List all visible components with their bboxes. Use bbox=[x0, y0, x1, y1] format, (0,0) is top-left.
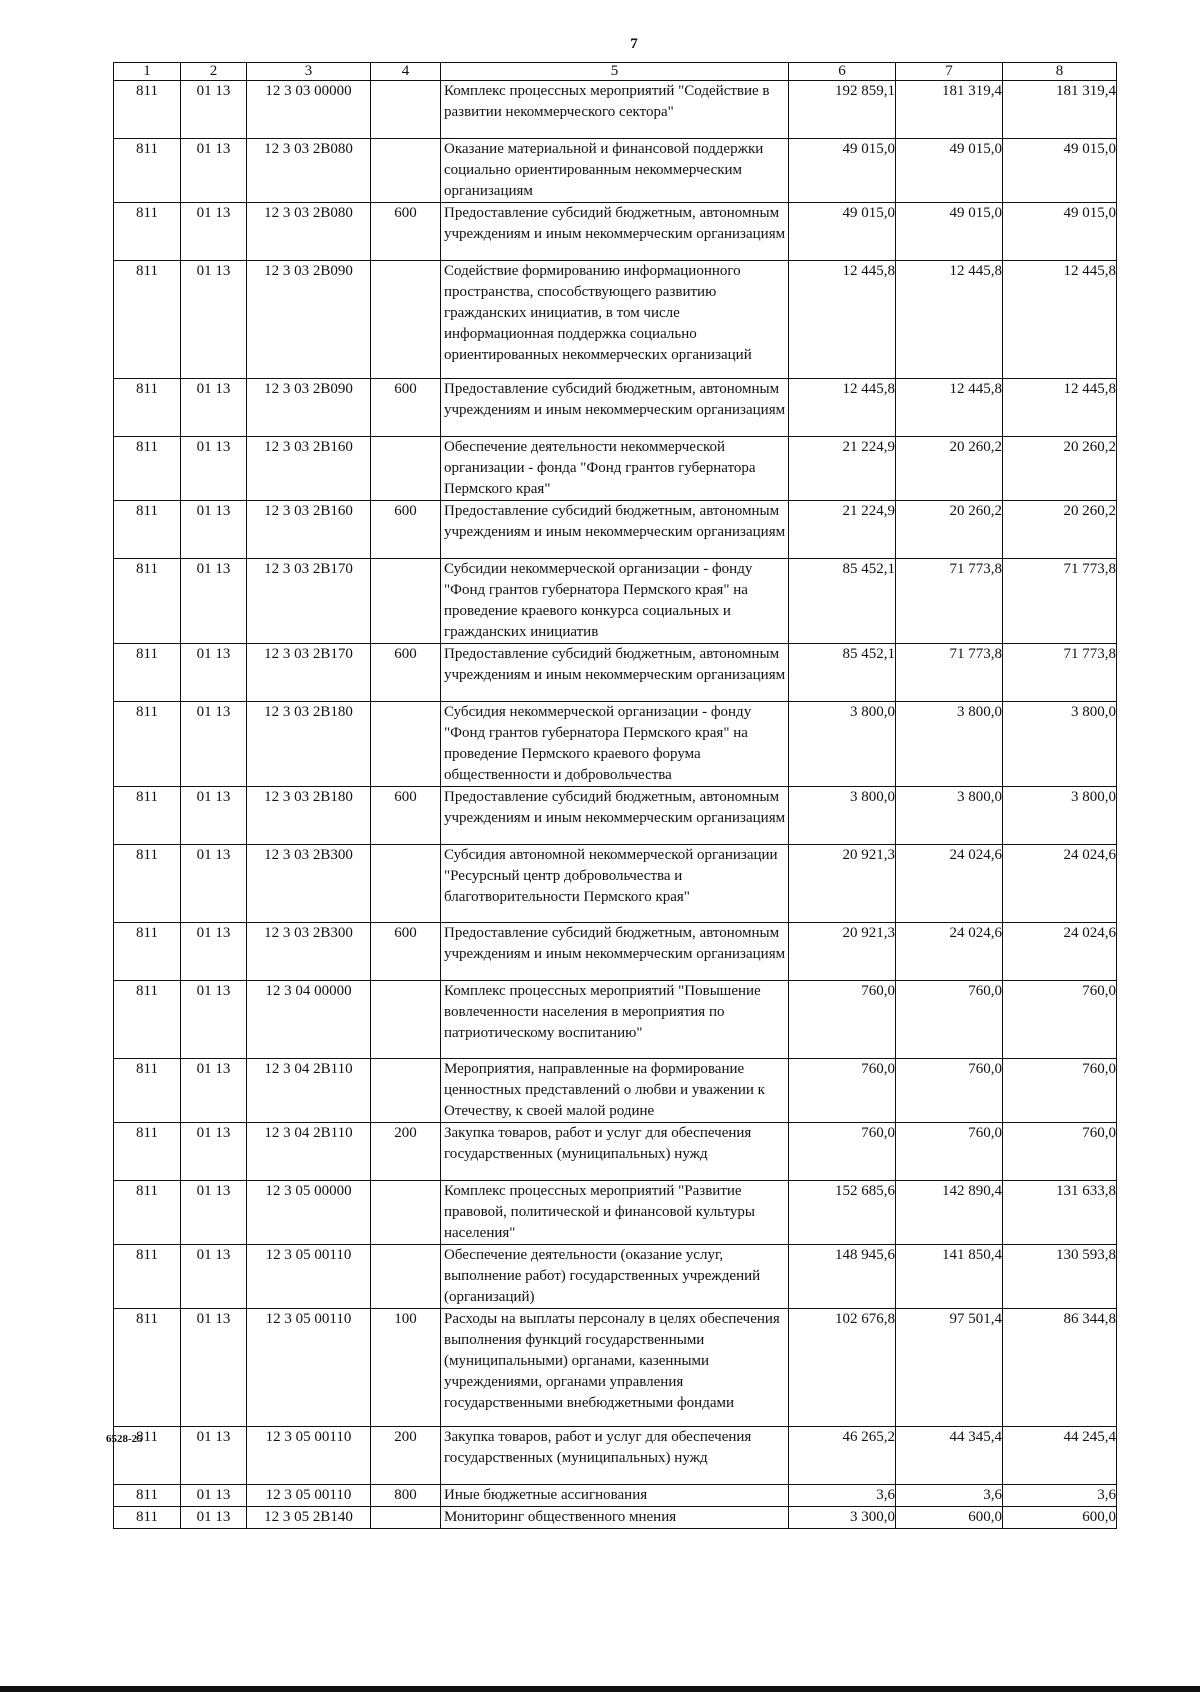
table-row bbox=[114, 501, 1117, 559]
expense-type-code-cell bbox=[371, 1507, 441, 1529]
amount-year-2-cell: 760,0 bbox=[896, 1123, 1003, 1181]
column-header-2: 2 bbox=[181, 63, 247, 81]
target-article-code-cell: 12 3 03 2B160 bbox=[247, 501, 371, 559]
amount-year-2-cell: 600,0 bbox=[896, 1507, 1003, 1529]
expense-type-code-cell bbox=[371, 1245, 441, 1309]
expense-type-code-cell bbox=[371, 1059, 441, 1123]
amount-year-3-cell: 86 344,8 bbox=[1003, 1309, 1117, 1427]
table-row bbox=[114, 845, 1117, 923]
amount-year-2-cell: 3,6 bbox=[896, 1485, 1003, 1507]
description-cell: Мероприятия, направленные на формирование ценностных представлений о любви и уважении к Отечеству, к своей малой родине bbox=[441, 1059, 789, 1123]
description-cell: Обеспечение деятельности некоммерческой организации - фонда "Фонд грантов губернатора Пермского края" bbox=[441, 437, 789, 501]
amount-year-3-cell: 24 024,6 bbox=[1003, 845, 1117, 923]
table-row bbox=[114, 1309, 1117, 1427]
section-code-cell: 01 13 bbox=[181, 437, 247, 501]
amount-year-2-cell: 12 445,8 bbox=[896, 379, 1003, 437]
amount-year-1-cell: 21 224,9 bbox=[789, 437, 896, 501]
section-code-cell: 01 13 bbox=[181, 923, 247, 981]
table-body bbox=[114, 81, 1117, 1529]
kvsr-code-cell: 811 bbox=[114, 845, 181, 923]
section-code-cell: 01 13 bbox=[181, 1059, 247, 1123]
amount-year-1-cell: 3,6 bbox=[789, 1485, 896, 1507]
amount-year-3-cell: 20 260,2 bbox=[1003, 501, 1117, 559]
section-code-cell: 01 13 bbox=[181, 787, 247, 845]
kvsr-code-cell: 811 bbox=[114, 261, 181, 379]
description-cell: Субсидия автономной некоммерческой организации "Ресурсный центр добровольчества и благотворительности Пермского края" bbox=[441, 845, 789, 923]
description-cell: Иные бюджетные ассигнования bbox=[441, 1485, 789, 1507]
expense-type-code-cell: 600 bbox=[371, 644, 441, 702]
table-row bbox=[114, 1123, 1117, 1181]
section-code-cell: 01 13 bbox=[181, 702, 247, 787]
amount-year-2-cell: 24 024,6 bbox=[896, 923, 1003, 981]
description-cell: Содействие формированию информационного пространства, способствующего развитию гражданских инициатив, в том числе информационная поддержка социально ориентированных некоммерческих организаций bbox=[441, 261, 789, 379]
expense-type-code-cell bbox=[371, 1181, 441, 1245]
expense-type-code-cell bbox=[371, 559, 441, 644]
amount-year-3-cell: 760,0 bbox=[1003, 981, 1117, 1059]
scan-edge-bar bbox=[0, 1686, 1200, 1692]
amount-year-3-cell: 71 773,8 bbox=[1003, 644, 1117, 702]
amount-year-3-cell: 12 445,8 bbox=[1003, 261, 1117, 379]
amount-year-1-cell: 3 800,0 bbox=[789, 787, 896, 845]
kvsr-code-cell: 811 bbox=[114, 1123, 181, 1181]
amount-year-3-cell: 3 800,0 bbox=[1003, 787, 1117, 845]
column-header-4: 4 bbox=[371, 63, 441, 81]
column-header-1: 1 bbox=[114, 63, 181, 81]
expense-type-code-cell: 100 bbox=[371, 1309, 441, 1427]
description-cell: Комплекс процессных мероприятий "Развитие правовой, политической и финансовой культуры населения" bbox=[441, 1181, 789, 1245]
target-article-code-cell: 12 3 03 2B300 bbox=[247, 845, 371, 923]
target-article-code-cell: 12 3 03 2B090 bbox=[247, 261, 371, 379]
amount-year-2-cell: 71 773,8 bbox=[896, 644, 1003, 702]
kvsr-code-cell: 811 bbox=[114, 787, 181, 845]
target-article-code-cell: 12 3 04 2B110 bbox=[247, 1059, 371, 1123]
amount-year-2-cell: 20 260,2 bbox=[896, 437, 1003, 501]
table-row bbox=[114, 1427, 1117, 1485]
target-article-code-cell: 12 3 03 2B300 bbox=[247, 923, 371, 981]
target-article-code-cell: 12 3 03 2B170 bbox=[247, 644, 371, 702]
target-article-code-cell: 12 3 04 2B110 bbox=[247, 1123, 371, 1181]
section-code-cell: 01 13 bbox=[181, 81, 247, 139]
expense-type-code-cell: 200 bbox=[371, 1427, 441, 1485]
amount-year-1-cell: 12 445,8 bbox=[789, 261, 896, 379]
target-article-code-cell: 12 3 03 2B170 bbox=[247, 559, 371, 644]
amount-year-1-cell: 3 300,0 bbox=[789, 1507, 896, 1529]
target-article-code-cell: 12 3 04 00000 bbox=[247, 981, 371, 1059]
amount-year-1-cell: 85 452,1 bbox=[789, 559, 896, 644]
amount-year-3-cell: 181 319,4 bbox=[1003, 81, 1117, 139]
kvsr-code-cell: 811 bbox=[114, 1059, 181, 1123]
column-header-5: 5 bbox=[441, 63, 789, 81]
amount-year-1-cell: 760,0 bbox=[789, 1123, 896, 1181]
amount-year-3-cell: 131 633,8 bbox=[1003, 1181, 1117, 1245]
amount-year-1-cell: 49 015,0 bbox=[789, 203, 896, 261]
target-article-code-cell: 12 3 03 2B080 bbox=[247, 203, 371, 261]
description-cell: Предоставление субсидий бюджетным, автономным учреждениям и иным некоммерческим организациям bbox=[441, 379, 789, 437]
table-header bbox=[114, 63, 1117, 81]
table-row bbox=[114, 203, 1117, 261]
expense-type-code-cell bbox=[371, 702, 441, 787]
description-cell: Расходы на выплаты персоналу в целях обеспечения выполнения функций государственными (муниципальными) органами, казенными учреждениями, органами управления государственными внебюджетными фондами bbox=[441, 1309, 789, 1427]
section-code-cell: 01 13 bbox=[181, 379, 247, 437]
description-cell: Комплекс процессных мероприятий "Повышение вовлеченности населения в мероприятия по патриотическому воспитанию" bbox=[441, 981, 789, 1059]
expense-type-code-cell bbox=[371, 845, 441, 923]
amount-year-2-cell: 760,0 bbox=[896, 981, 1003, 1059]
kvsr-code-cell: 811 bbox=[114, 1181, 181, 1245]
amount-year-2-cell: 142 890,4 bbox=[896, 1181, 1003, 1245]
amount-year-1-cell: 148 945,6 bbox=[789, 1245, 896, 1309]
description-cell: Субсидии некоммерческой организации - фонду "Фонд грантов губернатора Пермского края" на проведение краевого конкурса социальных и гражданских инициатив bbox=[441, 559, 789, 644]
target-article-code-cell: 12 3 03 2B180 bbox=[247, 787, 371, 845]
table-row bbox=[114, 81, 1117, 139]
amount-year-2-cell: 97 501,4 bbox=[896, 1309, 1003, 1427]
section-code-cell: 01 13 bbox=[181, 644, 247, 702]
kvsr-code-cell: 811 bbox=[114, 923, 181, 981]
target-article-code-cell: 12 3 05 00000 bbox=[247, 1181, 371, 1245]
table-row bbox=[114, 787, 1117, 845]
column-header-3: 3 bbox=[247, 63, 371, 81]
expense-type-code-cell bbox=[371, 981, 441, 1059]
table-row bbox=[114, 559, 1117, 644]
section-code-cell: 01 13 bbox=[181, 559, 247, 644]
table-row bbox=[114, 379, 1117, 437]
section-code-cell: 01 13 bbox=[181, 261, 247, 379]
target-article-code-cell: 12 3 03 2B180 bbox=[247, 702, 371, 787]
description-cell: Предоставление субсидий бюджетным, автономным учреждениям и иным некоммерческим организациям bbox=[441, 203, 789, 261]
expense-type-code-cell: 200 bbox=[371, 1123, 441, 1181]
amount-year-2-cell: 181 319,4 bbox=[896, 81, 1003, 139]
kvsr-code-cell: 811 bbox=[114, 702, 181, 787]
section-code-cell: 01 13 bbox=[181, 1427, 247, 1485]
section-code-cell: 01 13 bbox=[181, 139, 247, 203]
expense-type-code-cell: 600 bbox=[371, 923, 441, 981]
kvsr-code-cell: 811 bbox=[114, 644, 181, 702]
expense-type-code-cell: 800 bbox=[371, 1485, 441, 1507]
table-row bbox=[114, 1507, 1117, 1529]
kvsr-code-cell: 811 bbox=[114, 379, 181, 437]
expense-type-code-cell bbox=[371, 437, 441, 501]
target-article-code-cell: 12 3 03 00000 bbox=[247, 81, 371, 139]
expense-type-code-cell: 600 bbox=[371, 787, 441, 845]
kvsr-code-cell: 811 bbox=[114, 139, 181, 203]
header-row bbox=[114, 63, 1117, 81]
amount-year-2-cell: 12 445,8 bbox=[896, 261, 1003, 379]
footer-code: 6528-25 bbox=[106, 1433, 143, 1445]
amount-year-3-cell: 49 015,0 bbox=[1003, 203, 1117, 261]
section-code-cell: 01 13 bbox=[181, 1245, 247, 1309]
kvsr-code-cell: 811 bbox=[114, 1245, 181, 1309]
amount-year-2-cell: 20 260,2 bbox=[896, 501, 1003, 559]
target-article-code-cell: 12 3 05 00110 bbox=[247, 1309, 371, 1427]
amount-year-2-cell: 141 850,4 bbox=[896, 1245, 1003, 1309]
description-cell: Предоставление субсидий бюджетным, автономным учреждениям и иным некоммерческим организациям bbox=[441, 501, 789, 559]
table-row bbox=[114, 1245, 1117, 1309]
table-row bbox=[114, 702, 1117, 787]
expense-type-code-cell: 600 bbox=[371, 501, 441, 559]
expense-type-code-cell: 600 bbox=[371, 203, 441, 261]
amount-year-3-cell: 12 445,8 bbox=[1003, 379, 1117, 437]
description-cell: Предоставление субсидий бюджетным, автономным учреждениям и иным некоммерческим организациям bbox=[441, 787, 789, 845]
section-code-cell: 01 13 bbox=[181, 981, 247, 1059]
amount-year-1-cell: 21 224,9 bbox=[789, 501, 896, 559]
table-row bbox=[114, 981, 1117, 1059]
target-article-code-cell: 12 3 03 2B160 bbox=[247, 437, 371, 501]
column-header-6: 6 bbox=[789, 63, 896, 81]
section-code-cell: 01 13 bbox=[181, 1507, 247, 1529]
amount-year-1-cell: 12 445,8 bbox=[789, 379, 896, 437]
expense-type-code-cell bbox=[371, 81, 441, 139]
description-cell: Комплекс процессных мероприятий "Содействие в развитии некоммерческого сектора" bbox=[441, 81, 789, 139]
amount-year-2-cell: 49 015,0 bbox=[896, 139, 1003, 203]
target-article-code-cell: 12 3 05 00110 bbox=[247, 1485, 371, 1507]
expense-type-code-cell: 600 bbox=[371, 379, 441, 437]
amount-year-2-cell: 71 773,8 bbox=[896, 559, 1003, 644]
amount-year-3-cell: 20 260,2 bbox=[1003, 437, 1117, 501]
target-article-code-cell: 12 3 03 2B090 bbox=[247, 379, 371, 437]
amount-year-1-cell: 3 800,0 bbox=[789, 702, 896, 787]
section-code-cell: 01 13 bbox=[181, 1485, 247, 1507]
table-row bbox=[114, 1181, 1117, 1245]
amount-year-3-cell: 49 015,0 bbox=[1003, 139, 1117, 203]
table-row bbox=[114, 1485, 1117, 1507]
section-code-cell: 01 13 bbox=[181, 845, 247, 923]
kvsr-code-cell: 811 bbox=[114, 203, 181, 261]
kvsr-code-cell: 811 bbox=[114, 501, 181, 559]
column-header-8: 8 bbox=[1003, 63, 1117, 81]
description-cell: Закупка товаров, работ и услуг для обеспечения государственных (муниципальных) нужд bbox=[441, 1427, 789, 1485]
description-cell: Закупка товаров, работ и услуг для обеспечения государственных (муниципальных) нужд bbox=[441, 1123, 789, 1181]
kvsr-code-cell: 811 bbox=[114, 559, 181, 644]
section-code-cell: 01 13 bbox=[181, 501, 247, 559]
description-cell: Оказание материальной и финансовой поддержки социально ориентированным некоммерческим организациям bbox=[441, 139, 789, 203]
amount-year-3-cell: 71 773,8 bbox=[1003, 559, 1117, 644]
amount-year-2-cell: 49 015,0 bbox=[896, 203, 1003, 261]
amount-year-3-cell: 130 593,8 bbox=[1003, 1245, 1117, 1309]
amount-year-1-cell: 760,0 bbox=[789, 1059, 896, 1123]
description-cell: Субсидия некоммерческой организации - фонду "Фонд грантов губернатора Пермского края" на проведение Пермского краевого форума общественности и добровольчества bbox=[441, 702, 789, 787]
section-code-cell: 01 13 bbox=[181, 1309, 247, 1427]
kvsr-code-cell: 811 bbox=[114, 1507, 181, 1529]
kvsr-code-cell: 811 bbox=[114, 437, 181, 501]
amount-year-3-cell: 760,0 bbox=[1003, 1123, 1117, 1181]
page-number: 7 bbox=[630, 36, 638, 52]
budget-table bbox=[113, 62, 1117, 1529]
table-row bbox=[114, 644, 1117, 702]
target-article-code-cell: 12 3 03 2B080 bbox=[247, 139, 371, 203]
amount-year-2-cell: 760,0 bbox=[896, 1059, 1003, 1123]
description-cell: Обеспечение деятельности (оказание услуг, выполнение работ) государственных учреждений (организаций) bbox=[441, 1245, 789, 1309]
amount-year-1-cell: 192 859,1 bbox=[789, 81, 896, 139]
amount-year-3-cell: 760,0 bbox=[1003, 1059, 1117, 1123]
amount-year-1-cell: 20 921,3 bbox=[789, 845, 896, 923]
section-code-cell: 01 13 bbox=[181, 1181, 247, 1245]
table-row bbox=[114, 261, 1117, 379]
column-header-7: 7 bbox=[896, 63, 1003, 81]
kvsr-code-cell: 811 bbox=[114, 1309, 181, 1427]
expense-type-code-cell bbox=[371, 261, 441, 379]
amount-year-1-cell: 20 921,3 bbox=[789, 923, 896, 981]
kvsr-code-cell: 811 bbox=[114, 981, 181, 1059]
target-article-code-cell: 12 3 05 00110 bbox=[247, 1245, 371, 1309]
table-row bbox=[114, 1059, 1117, 1123]
section-code-cell: 01 13 bbox=[181, 1123, 247, 1181]
table-row bbox=[114, 437, 1117, 501]
amount-year-1-cell: 49 015,0 bbox=[789, 139, 896, 203]
amount-year-3-cell: 44 245,4 bbox=[1003, 1427, 1117, 1485]
kvsr-code-cell: 811 bbox=[114, 81, 181, 139]
amount-year-1-cell: 102 676,8 bbox=[789, 1309, 896, 1427]
amount-year-1-cell: 152 685,6 bbox=[789, 1181, 896, 1245]
amount-year-2-cell: 24 024,6 bbox=[896, 845, 1003, 923]
section-code-cell: 01 13 bbox=[181, 203, 247, 261]
target-article-code-cell: 12 3 05 00110 bbox=[247, 1427, 371, 1485]
amount-year-1-cell: 760,0 bbox=[789, 981, 896, 1059]
amount-year-1-cell: 46 265,2 bbox=[789, 1427, 896, 1485]
expense-type-code-cell bbox=[371, 139, 441, 203]
amount-year-2-cell: 3 800,0 bbox=[896, 787, 1003, 845]
amount-year-2-cell: 44 345,4 bbox=[896, 1427, 1003, 1485]
amount-year-3-cell: 3 800,0 bbox=[1003, 702, 1117, 787]
amount-year-3-cell: 3,6 bbox=[1003, 1485, 1117, 1507]
table-row bbox=[114, 923, 1117, 981]
target-article-code-cell: 12 3 05 2B140 bbox=[247, 1507, 371, 1529]
description-cell: Мониторинг общественного мнения bbox=[441, 1507, 789, 1529]
description-cell: Предоставление субсидий бюджетным, автономным учреждениям и иным некоммерческим организациям bbox=[441, 644, 789, 702]
amount-year-2-cell: 3 800,0 bbox=[896, 702, 1003, 787]
kvsr-code-cell: 811 bbox=[114, 1427, 181, 1485]
description-cell: Предоставление субсидий бюджетным, автономным учреждениям и иным некоммерческим организациям bbox=[441, 923, 789, 981]
table-row bbox=[114, 139, 1117, 203]
amount-year-3-cell: 600,0 bbox=[1003, 1507, 1117, 1529]
kvsr-code-cell: 811 bbox=[114, 1485, 181, 1507]
amount-year-3-cell: 24 024,6 bbox=[1003, 923, 1117, 981]
amount-year-1-cell: 85 452,1 bbox=[789, 644, 896, 702]
